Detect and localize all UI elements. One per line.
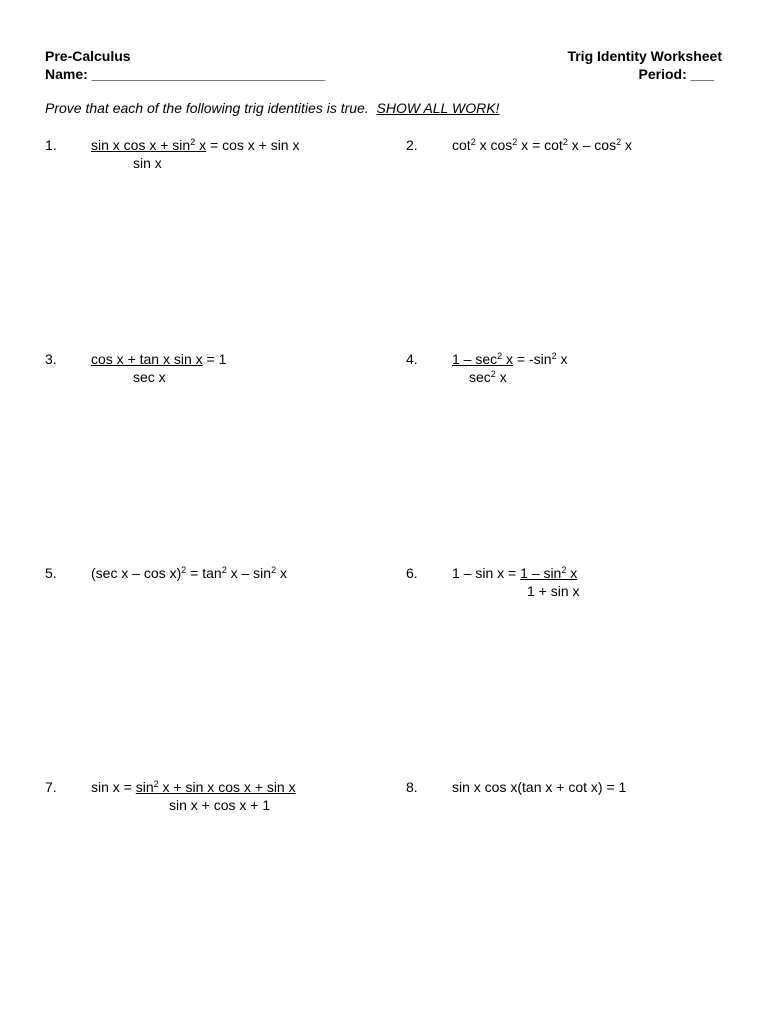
problem-4-denominator: $\sec^2 x$ [469,369,507,385]
problem-1-equation [91,137,299,154]
problem-7-equation [91,779,296,796]
problem-4-equation [452,351,567,368]
problem-3-rhs: = 1 [202,351,227,367]
problem-number: 2. [406,137,418,153]
problem-1-denominator: sin x [133,155,162,171]
problem-1-numerator: sin x $\cos x + \sin^2 x$ [91,137,207,153]
problem-6-denominator: 1 + sin x [527,583,580,599]
problem-number: 4. [406,351,418,367]
problem-3-equation [91,351,226,368]
course-title: Pre-Calculus [45,48,131,64]
problem-number: 8. [406,779,418,795]
problem-number: 1. [45,137,57,153]
problem-8-equation: sin x cos x(tan x + cot x) = 1 [452,779,627,795]
problem-4-rhs: = $-\sin^2$ x [513,351,568,367]
problem-2-equation: $\cot^2 x$ $\cos^2 x = \cot^2 x - \cos^2 x$ [452,137,632,153]
problem-5-equation: (sec $x - \cos x)^2 = \tan^2 x - \sin^2 x$ [91,565,287,581]
problem-6-equation [452,565,577,582]
instructions [45,100,499,116]
problem-1-rhs: = cos x + sin x [206,137,300,153]
problem-number: 3. [45,351,57,367]
problem-7-lhs: sin x = [91,779,136,795]
problem-4-numerator: $1 - \sec^2 x$ [452,351,514,367]
name-field[interactable]: Name: ______________________________ [45,66,326,82]
worksheet-title: Trig Identity Worksheet [567,48,722,64]
problem-6-numerator: $1 - \sin^2 x$ [520,565,578,581]
problem-3-numerator: cos x + tan x sin x [91,351,203,367]
problem-3-denominator: sec x [133,369,166,385]
problem-7-numerator: $\sin^2 x + \sin x$ cos x + sin x [135,779,296,795]
instructions-emphasis: SHOW ALL WORK! [376,100,500,116]
instructions-text: Prove that each of the following trig identities is true. [45,100,369,116]
problem-number: 5. [45,565,57,581]
problem-7-denominator: sin x + cos x + 1 [169,797,271,813]
problem-number: 6. [406,565,418,581]
period-field[interactable]: Period: ___ [638,66,714,82]
problem-number: 7. [45,779,57,795]
problem-6-lhs: 1 – sin x = [452,565,521,581]
